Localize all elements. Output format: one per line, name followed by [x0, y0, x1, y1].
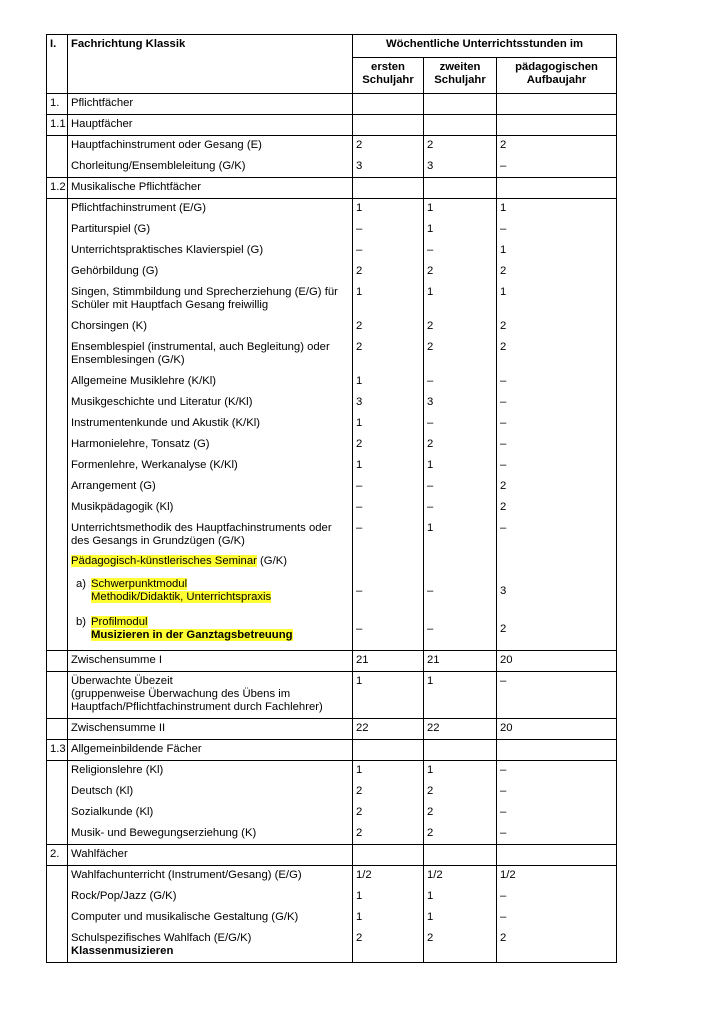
hours-year-1: – — [353, 241, 424, 262]
hours-year-3: – — [497, 519, 617, 552]
module-label — [68, 613, 353, 651]
hours-year-1: 2 — [353, 782, 424, 803]
row-index: 1.1 — [47, 115, 68, 136]
hours-year-1: – — [353, 519, 424, 552]
module-line-2: Musizieren in der Ganztagsbetreuung — [91, 628, 293, 641]
practice-line-2: (gruppenweise Überwachung des Übens im Hauptfach/Pflichtfachinstrument durch Fachlehrer) — [71, 688, 323, 713]
hours-year-2: 3 — [424, 393, 497, 414]
subject-row — [47, 803, 617, 824]
hours-year-3: – — [497, 157, 617, 178]
row-index — [47, 456, 68, 477]
module-letter: a) — [76, 577, 87, 590]
header-year-2: zweiten Schuljahr — [424, 58, 497, 94]
hours-year-2: 1 — [424, 761, 497, 782]
hours-year-1: 1 — [353, 372, 424, 393]
hours-year-2: – — [424, 477, 497, 498]
hours-year-1: 2 — [353, 435, 424, 456]
subject-row — [47, 887, 617, 908]
hours-year-1: 2 — [353, 824, 424, 845]
hours-year-3: – — [497, 824, 617, 845]
module-row — [47, 613, 617, 651]
subject-row — [47, 908, 617, 929]
hours-year-1: 2 — [353, 136, 424, 157]
hours-year-2 — [424, 740, 497, 761]
subject-row — [47, 241, 617, 262]
row-label: Allgemeine Musiklehre (K/Kl) — [68, 372, 353, 393]
hours-year-3: 20 — [497, 651, 617, 672]
row-label: Computer und musikalische Gestaltung (G/K) — [68, 908, 353, 929]
hours-year-3: 2 — [497, 338, 617, 372]
hours-year-3: 1/2 — [497, 866, 617, 887]
hours-year-1: – — [353, 613, 424, 651]
hours-year-1: 21 — [353, 651, 424, 672]
row-index — [47, 338, 68, 372]
row-label: Unterrichtsmethodik des Hauptfachinstruments oder des Gesangs in Grundzügen (G/K) — [68, 519, 353, 552]
hours-year-1: 1 — [353, 456, 424, 477]
subject-row — [47, 136, 617, 157]
section-row — [47, 740, 617, 761]
row-label: Gehörbildung (G) — [68, 262, 353, 283]
hours-year-1: 1 — [353, 887, 424, 908]
row-index: 2. — [47, 845, 68, 866]
row-label: Deutsch (Kl) — [68, 782, 353, 803]
hours-year-1: – — [353, 498, 424, 519]
hours-year-2: 2 — [424, 136, 497, 157]
subject-row — [47, 435, 617, 456]
row-label: Musik- und Bewegungserziehung (K) — [68, 824, 353, 845]
hours-year-2: – — [424, 498, 497, 519]
subject-row — [47, 456, 617, 477]
hours-year-3 — [497, 178, 617, 199]
hours-year-2: 2 — [424, 262, 497, 283]
hours-year-1 — [353, 178, 424, 199]
hours-cell — [424, 552, 497, 575]
seminar-label — [68, 552, 353, 575]
subject-row — [47, 414, 617, 435]
subject-row — [47, 199, 617, 220]
row-label: Hauptfachinstrument oder Gesang (E) — [68, 136, 353, 157]
row-label: Instrumentenkunde und Akustik (K/Kl) — [68, 414, 353, 435]
row-index — [47, 672, 68, 719]
hours-year-1 — [353, 115, 424, 136]
row-label: Musikgeschichte und Literatur (K/Kl) — [68, 393, 353, 414]
row-label: Chorleitung/Ensembleleitung (G/K) — [68, 157, 353, 178]
section-row — [47, 845, 617, 866]
hours-year-1: 2 — [353, 317, 424, 338]
hours-year-1: 3 — [353, 393, 424, 414]
hours-year-1: 1 — [353, 761, 424, 782]
header-year-3: pädagogischen Aufbaujahr — [497, 58, 617, 94]
row-index — [47, 220, 68, 241]
subject-row — [47, 477, 617, 498]
module-label — [68, 575, 353, 613]
module-text — [91, 616, 293, 642]
row-index — [47, 651, 68, 672]
module-letter: b) — [76, 615, 87, 628]
hours-year-3: 2 — [497, 477, 617, 498]
subject-row — [47, 317, 617, 338]
subject-row — [47, 519, 617, 552]
module-line-1: Schwerpunktmodul — [91, 577, 188, 590]
last-label — [68, 929, 353, 963]
subtotal-2-row — [47, 719, 617, 740]
hours-year-2: 1 — [424, 199, 497, 220]
hours-year-3 — [497, 845, 617, 866]
hours-year-2: – — [424, 241, 497, 262]
row-index — [47, 477, 68, 498]
schedule-table — [46, 34, 617, 963]
hours-year-1: 2 — [353, 262, 424, 283]
hours-year-2: 2 — [424, 338, 497, 372]
hours-year-2: – — [424, 414, 497, 435]
hours-year-2: 1 — [424, 519, 497, 552]
row-index — [47, 241, 68, 262]
row-index — [47, 761, 68, 782]
row-label: Sozialkunde (Kl) — [68, 803, 353, 824]
row-label: Formenlehre, Werkanalyse (K/Kl) — [68, 456, 353, 477]
hours-year-2: 2 — [424, 317, 497, 338]
row-index — [47, 719, 68, 740]
hours-year-1: 2 — [353, 803, 424, 824]
row-index — [47, 435, 68, 456]
subject-row — [47, 761, 617, 782]
header-hours: Wöchentliche Unterrichtsstunden im — [353, 35, 617, 58]
row-index — [47, 552, 68, 575]
hours-year-2: 2 — [424, 782, 497, 803]
hours-year-2: 1 — [424, 283, 497, 317]
subject-row — [47, 824, 617, 845]
hours-year-1: 1 — [353, 199, 424, 220]
header-index: I. — [47, 35, 68, 94]
hours-year-1: 1/2 — [353, 866, 424, 887]
hours-year-3: – — [497, 887, 617, 908]
hours-year-3: 20 — [497, 719, 617, 740]
hours-year-3: 2 — [497, 613, 617, 651]
subtotal-1-row — [47, 651, 617, 672]
section-row — [47, 115, 617, 136]
seminar-row — [47, 552, 617, 575]
hours-year-3: – — [497, 908, 617, 929]
row-index — [47, 803, 68, 824]
hours-year-3: – — [497, 393, 617, 414]
hours-year-2: 2 — [424, 435, 497, 456]
last-row — [47, 929, 617, 963]
module-wrap — [71, 578, 349, 604]
row-index — [47, 824, 68, 845]
subject-row — [47, 262, 617, 283]
practice-label — [68, 672, 353, 719]
row-index — [47, 613, 68, 651]
row-index: 1.2 — [47, 178, 68, 199]
hours-year-2: 1 — [424, 908, 497, 929]
row-label: Rock/Pop/Jazz (G/K) — [68, 887, 353, 908]
hours-year-3: – — [497, 672, 617, 719]
hours-year-3: – — [497, 435, 617, 456]
row-index — [47, 283, 68, 317]
subject-row — [47, 866, 617, 887]
row-index — [47, 929, 68, 963]
row-label: Allgemeinbildende Fächer — [68, 740, 353, 761]
hours-year-3: – — [497, 456, 617, 477]
row-index — [47, 908, 68, 929]
row-index — [47, 519, 68, 552]
hours-year-3: 2 — [497, 317, 617, 338]
subject-row — [47, 157, 617, 178]
row-index — [47, 414, 68, 435]
row-label: Religionslehre (Kl) — [68, 761, 353, 782]
hours-year-3: – — [497, 220, 617, 241]
row-label: Ensemblespiel (instrumental, auch Begleitung) oder Ensemblesingen (G/K) — [68, 338, 353, 372]
hours-year-1: 1 — [353, 283, 424, 317]
section-row — [47, 178, 617, 199]
hours-year-1: 22 — [353, 719, 424, 740]
subject-row — [47, 338, 617, 372]
hours-cell — [353, 552, 424, 575]
hours-year-3: – — [497, 761, 617, 782]
row-index — [47, 262, 68, 283]
row-label: Pflichtfachinstrument (E/G) — [68, 199, 353, 220]
row-label: Musikpädagogik (Kl) — [68, 498, 353, 519]
row-index — [47, 372, 68, 393]
row-label: Zwischensumme II — [68, 719, 353, 740]
row-index: 1. — [47, 94, 68, 115]
row-index — [47, 782, 68, 803]
subject-row — [47, 498, 617, 519]
hours-year-2: 1 — [424, 456, 497, 477]
hours-year-3: 1 — [497, 241, 617, 262]
hours-year-2 — [424, 94, 497, 115]
hours-year-1: – — [353, 220, 424, 241]
last-line-1: Schulspezifisches Wahlfach (E/G/K) — [71, 931, 252, 944]
hours-year-1: 1 — [353, 672, 424, 719]
module-row — [47, 575, 617, 613]
hours-year-1 — [353, 94, 424, 115]
hours-year-3: 2 — [497, 262, 617, 283]
hours-year-2: 1/2 — [424, 866, 497, 887]
hours-year-3: 2 — [497, 136, 617, 157]
hours-year-2: 3 — [424, 157, 497, 178]
hours-year-1: – — [353, 575, 424, 613]
hours-year-2 — [424, 845, 497, 866]
hours-year-1: 3 — [353, 157, 424, 178]
hours-year-3: 1 — [497, 199, 617, 220]
hours-year-2: 2 — [424, 824, 497, 845]
row-label: Wahlfachunterricht (Instrument/Gesang) (E/G) — [68, 866, 353, 887]
row-index — [47, 575, 68, 613]
row-index — [47, 199, 68, 220]
module-line-1: Profilmodul — [91, 615, 148, 628]
hours-year-1: 2 — [353, 929, 424, 963]
hours-year-2: 21 — [424, 651, 497, 672]
hours-year-3 — [497, 115, 617, 136]
row-index: 1.3 — [47, 740, 68, 761]
hours-year-2: – — [424, 613, 497, 651]
hours-year-3: 3 — [497, 575, 617, 613]
module-wrap — [71, 616, 349, 642]
row-label: Arrangement (G) — [68, 477, 353, 498]
hours-year-2: – — [424, 372, 497, 393]
hours-year-2: 22 — [424, 719, 497, 740]
hours-year-2: 1 — [424, 887, 497, 908]
subject-row — [47, 220, 617, 241]
row-index — [47, 317, 68, 338]
row-label: Wahlfächer — [68, 845, 353, 866]
practice-row — [47, 672, 617, 719]
hours-year-2: – — [424, 575, 497, 613]
row-index — [47, 393, 68, 414]
subject-row — [47, 782, 617, 803]
last-line-2: Klassenmusizieren — [71, 944, 174, 957]
hours-year-2: 2 — [424, 929, 497, 963]
hours-year-2 — [424, 115, 497, 136]
hours-year-3 — [497, 740, 617, 761]
hours-year-2 — [424, 178, 497, 199]
header-year-1: ersten Schuljahr — [353, 58, 424, 94]
hours-year-1: – — [353, 477, 424, 498]
module-text — [91, 578, 271, 604]
hours-year-3: 2 — [497, 929, 617, 963]
seminar-label-rest: (G/K) — [256, 554, 287, 567]
header-row — [47, 35, 617, 58]
row-index — [47, 498, 68, 519]
section-row — [47, 94, 617, 115]
hours-year-1: 2 — [353, 338, 424, 372]
hours-year-2: 2 — [424, 803, 497, 824]
curriculum-document — [46, 34, 616, 963]
hours-year-1 — [353, 845, 424, 866]
hours-year-1: 1 — [353, 414, 424, 435]
hours-year-3: – — [497, 414, 617, 435]
hours-year-1 — [353, 740, 424, 761]
hours-year-3: – — [497, 803, 617, 824]
hours-year-1: 1 — [353, 908, 424, 929]
module-line-2: Methodik/Didaktik, Unterrichtspraxis — [91, 590, 272, 603]
hours-year-3: – — [497, 782, 617, 803]
practice-line-1: Überwachte Übezeit — [71, 675, 173, 687]
subject-row — [47, 372, 617, 393]
hours-year-2: 1 — [424, 220, 497, 241]
hours-year-3: – — [497, 372, 617, 393]
row-label: Partiturspiel (G) — [68, 220, 353, 241]
row-label: Hauptfächer — [68, 115, 353, 136]
row-label: Unterrichtspraktisches Klavierspiel (G) — [68, 241, 353, 262]
seminar-label-highlight: Pädagogisch-künstlerisches Seminar — [71, 554, 257, 567]
hours-year-3 — [497, 94, 617, 115]
row-index — [47, 887, 68, 908]
hours-year-2: 1 — [424, 672, 497, 719]
row-label: Musikalische Pflichtfächer — [68, 178, 353, 199]
row-label: Singen, Stimmbildung und Sprecherziehung (E/G) für Schüler mit Hauptfach Gesang freiwillig — [68, 283, 353, 317]
row-index — [47, 157, 68, 178]
subject-row — [47, 283, 617, 317]
hours-year-3: 2 — [497, 498, 617, 519]
hours-year-3: 1 — [497, 283, 617, 317]
row-label: Harmonielehre, Tonsatz (G) — [68, 435, 353, 456]
row-label: Chorsingen (K) — [68, 317, 353, 338]
row-index — [47, 136, 68, 157]
header-subject: Fachrichtung Klassik — [68, 35, 353, 94]
subject-row — [47, 393, 617, 414]
row-index — [47, 866, 68, 887]
hours-cell — [497, 552, 617, 575]
row-label: Zwischensumme I — [68, 651, 353, 672]
row-label: Pflichtfächer — [68, 94, 353, 115]
